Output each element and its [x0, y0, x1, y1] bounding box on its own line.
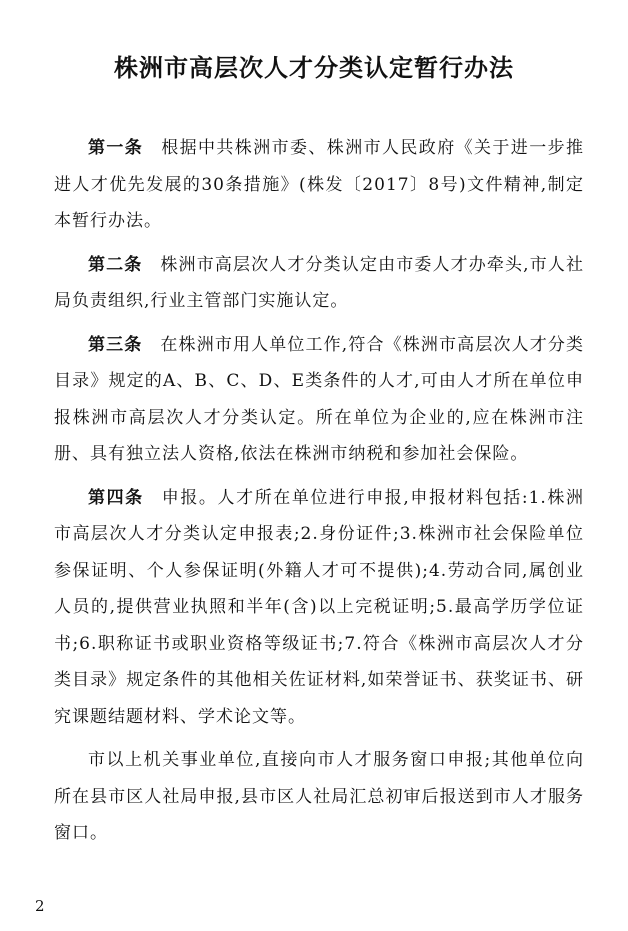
page-title: 株洲市高层次人才分类认定暂行办法: [114, 53, 514, 82]
article-4-text: 申报。人才所在单位进行申报,申报材料包括:1.株洲市高层次人才分类认定申报表;2.身份证件;3.株洲市社会保险单位参保证明、个人参保证明(外籍人才可不提供);4.劳动合同,属创业人员的,提供营业执照和半年(含)以上完税证明;5.最高学历学位证书;6.职称证书或职业资格等级证书;7.符合《株洲市高层次人才分类目录》规定条件的其他相关佐证材料,如荣誉证书、获奖证书、研究课题结题材料、学术论文等。: [54, 487, 584, 727]
article-2-label: 第二条: [88, 254, 143, 275]
article-3-text: 在株洲市用人单位工作,符合《株洲市高层次人才分类目录》规定的A、B、C、D、E类条件的人才,可由人才所在单位申报株洲市高层次人才分类认定。所在单位为企业的,应在株洲市注册、具有独立法人资格,依法在株洲市纳税和参加社会保险。: [54, 334, 585, 464]
document-body: [54, 130, 584, 859]
article-1-text: 根据中共株洲市委、株洲市人民政府《关于进一步推进人才优先发展的30条措施》(株发〔2017〕8号)文件精神,制定本暂行办法。: [54, 138, 585, 231]
page-number: 2: [35, 897, 45, 915]
article-4-label: 第四条: [88, 487, 144, 508]
article-2-text: 株洲市高层次人才分类认定由市委人才办牵头,市人社局负责组织,行业主管部门实施认定。: [54, 254, 585, 311]
article-2: [54, 247, 584, 320]
closing-paragraph: 市以上机关事业单位,直接向市人才服务窗口申报;其他单位向所在县市区人社局申报,县市区人社局汇总初审后报送到市人才服务窗口。: [54, 750, 584, 843]
article-4: [54, 480, 584, 736]
article-1: [54, 130, 584, 240]
article-3-label: 第三条: [88, 334, 143, 355]
article-1-label: 第一条: [88, 138, 144, 158]
article-3: [54, 327, 584, 473]
